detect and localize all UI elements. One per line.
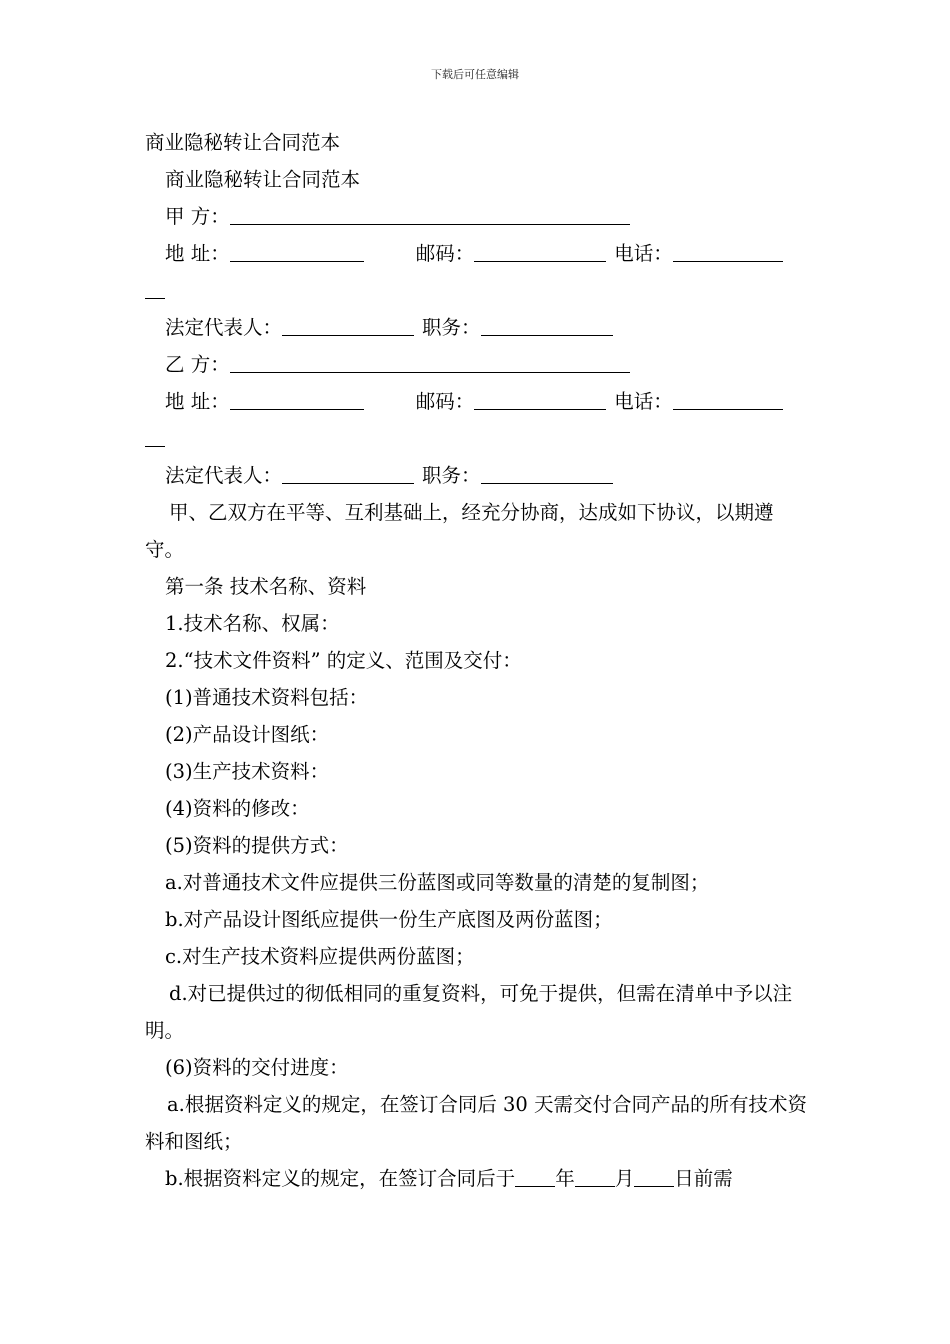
article-1-heading: 第一条 技术名称、资料 [165,575,367,598]
clause-b2-text: b.根据资料定义的规定，在签订合同后于 [165,1167,516,1190]
party-a-phone-overflow [145,272,810,309]
party-b-position-label: 职务： [422,464,481,487]
party-a-postcode-label: 邮码： [415,242,475,265]
party-b-phone-blank-cont [145,424,165,447]
clause-b1: b.对产品设计图纸应提供一份生产底图及两份蓝图； [165,908,613,931]
party-a-address-blank [230,239,364,262]
party-a-label: 甲 方： [165,205,230,228]
party-b-phone-overflow [145,420,810,457]
party-a-address-label: 地 址： [165,242,230,265]
party-a-rep-line [145,309,810,346]
sub-item-5: (5)资料的提供方式： [165,834,349,857]
party-a-rep-blank [282,313,414,336]
day-label: 日前需 [674,1167,733,1190]
document-body [145,124,810,1197]
party-a-phone-blank-cont [145,276,165,299]
clause-a2: a.根据资料定义的规定，在签订合同后 30 天需交付合同产品的所有技术资料和图纸； [145,1093,808,1153]
clause-c1: c.对生产技术资料应提供两份蓝图； [165,945,475,968]
party-a-position-label: 职务： [422,316,481,339]
party-b-phone-label: 电话： [614,390,673,413]
party-a-line [145,198,810,235]
party-b-postcode-blank [474,387,606,410]
party-a-blank [230,202,630,225]
party-a-phone-label: 电话： [614,242,673,265]
party-b-phone-blank [673,387,783,410]
party-b-postcode-label: 邮码： [415,390,475,413]
party-b-rep-line [145,457,810,494]
month-label: 月 [614,1167,635,1190]
party-a-phone-blank [673,239,783,262]
sub-item-4: (4)资料的修改： [165,797,310,820]
item-2: 2.“技术文件资料” 的定义、范围及交付： [165,649,522,672]
party-b-rep-blank [282,461,414,484]
party-b-address-blank [230,387,364,410]
party-a-position-blank [481,313,613,336]
clause-a1: a.对普通技术文件应提供三份蓝图或同等数量的清楚的复制图； [165,871,710,894]
party-b-line [145,346,810,383]
party-b-position-blank [481,461,613,484]
clause-d1: d.对已提供过的彻低相同的重复资料，可免于提供，但需在清单中予以注明。 [145,982,793,1042]
month-blank [575,1164,615,1187]
party-b-address-label: 地 址： [165,390,230,413]
item-1: 1.技术名称、权属： [165,612,340,635]
party-a-postcode-blank [474,239,606,262]
sub-item-1: (1)普通技术资料包括： [165,686,369,709]
sub-item-3: (3)生产技术资料： [165,760,330,783]
party-b-address-line [145,383,810,420]
sub-item-2: (2)产品设计图纸： [165,723,330,746]
document-title: 商业隐秘转让合同范本 [145,131,341,154]
party-b-blank [230,350,630,373]
party-b-label: 乙 方： [165,353,230,376]
page-header: 下载后可任意编辑 [431,68,519,81]
year-blank [515,1164,555,1187]
document-subtitle: 商业隐秘转让合同范本 [165,168,361,191]
sub-item-6: (6)资料的交付进度： [165,1056,349,1079]
party-b-rep-label: 法定代表人： [165,464,283,487]
day-blank [634,1164,674,1187]
party-a-rep-label: 法定代表人： [165,316,283,339]
clause-b2 [145,1160,810,1197]
year-label: 年 [555,1167,575,1190]
party-a-address-line [145,235,810,272]
intro-paragraph: 甲、乙双方在平等、互利基础上，经充分协商，达成如下协议，以期遵守。 [145,501,774,561]
